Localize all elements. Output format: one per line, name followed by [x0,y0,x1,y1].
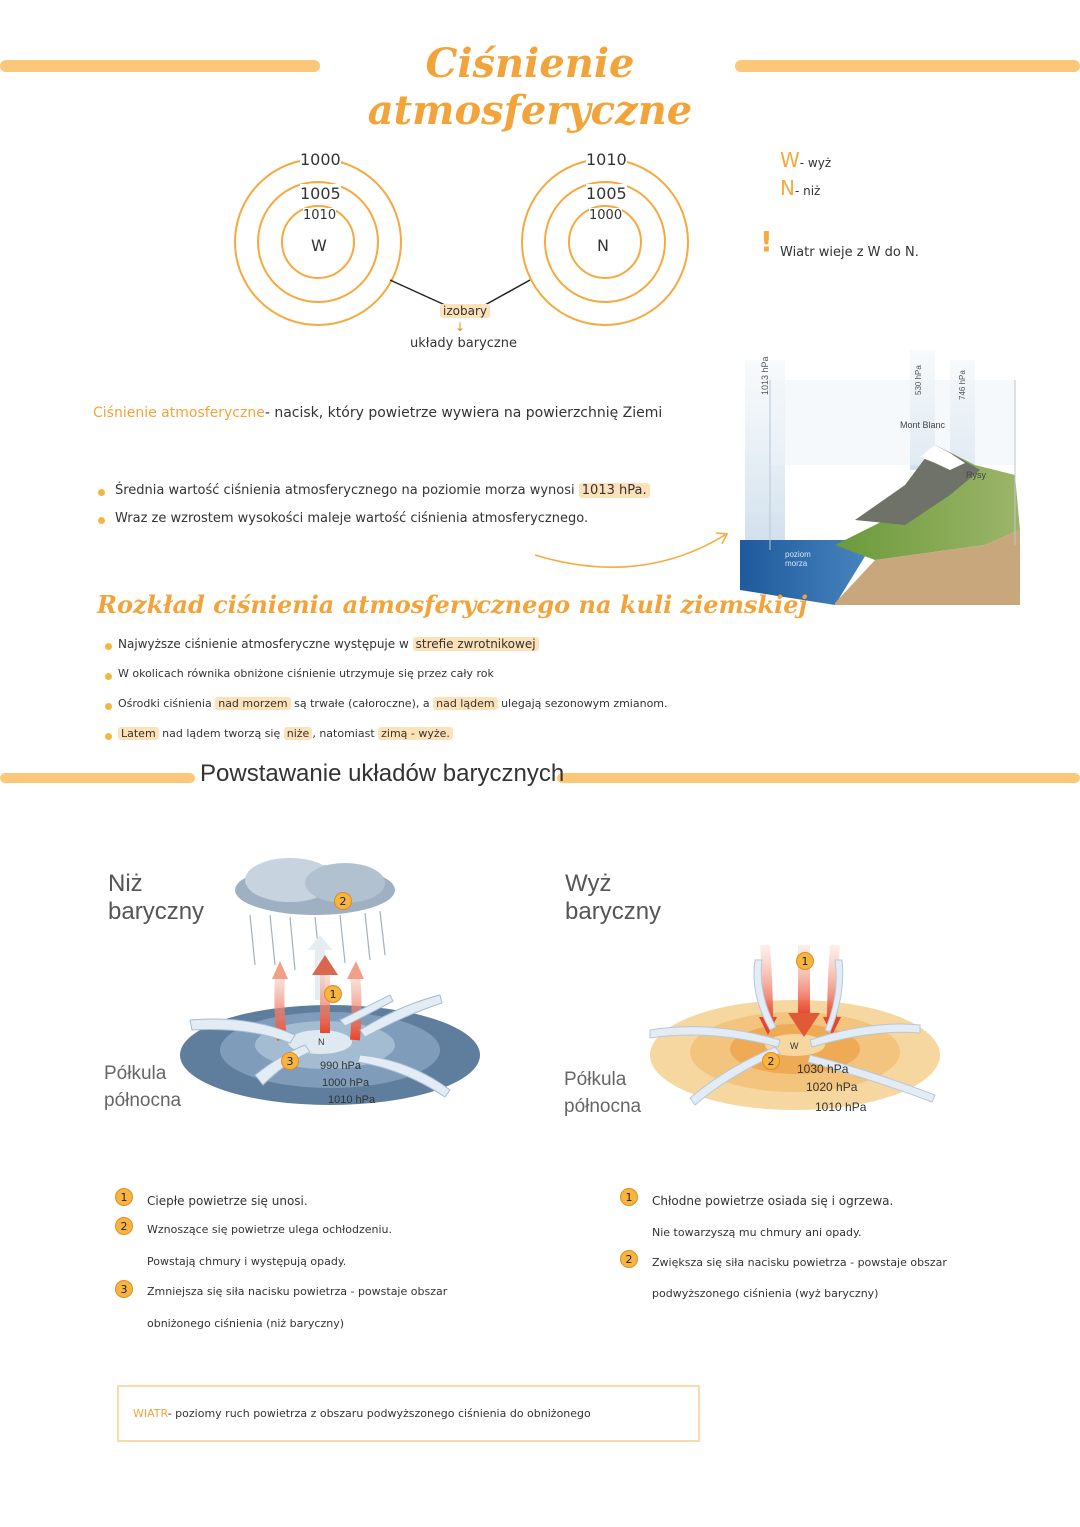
low-center-letter: N [318,1037,325,1047]
mont-blanc-label: Mont Blanc [900,420,946,430]
low-note-marker-1: 1 [115,1188,133,1206]
low-isobar-1000: 1000 hPa [322,1077,370,1089]
high-pressure-illustration [640,935,950,1135]
low-ring-inner: 1000 [589,208,623,223]
isobars-diagram [200,130,760,370]
high-note-2: Zwiększa się siła nacisku powietrza - powstaje obszar [652,1256,947,1269]
dist-bullet-2 [105,673,112,680]
low-note-2: Wznoszące się powietrze ulega ochłodzeniu. [147,1223,393,1236]
low-isobar-990: 990 hPa [320,1060,361,1072]
low-title-1: Niż [108,870,143,897]
high-isobar-1020: 1020 hPa [806,1080,858,1094]
dist-item-4: Latem nad lądem tworzą się niże , natomiast zimą - wyże. [118,727,453,740]
wind-direction-note: Wiatr wieje z W do N. [780,245,919,260]
low-ring-middle: 1005 [586,184,627,203]
header-line-left [0,60,320,72]
low-marker-2: 2 [334,892,352,910]
low-note-marker-3: 3 [115,1280,133,1298]
rysy-label: Rysy [966,470,986,480]
pressure-sea-level: 1013 hPa [760,356,770,395]
high-hemisphere-1: Półkula [564,1069,627,1090]
dist-item-1: Najwyższe ciśnienie atmosferyczne występuje w strefie zwrotnikowej [118,637,539,651]
high-center-label: W [311,236,327,255]
high-note-marker-1: 1 [620,1188,638,1206]
high-ring-outer: 1000 [300,150,341,169]
high-center-letter: W [790,1041,799,1051]
low-marker-1: 1 [324,985,342,1003]
high-ring-middle: 1005 [300,184,341,203]
high-ring-inner: 1010 [303,208,337,223]
low-note-3: Zmniejsza się siła nacisku powietrza - powstaje obszar [147,1285,448,1298]
dist-bullet-1 [105,643,112,650]
sea-level-label: poziom morza [785,550,811,568]
section-formation-title: Powstawanie układów barycznych [200,760,565,787]
exclamation-icon: ! [760,225,773,258]
low-note-1: Ciepłe powietrze się unosi. [147,1194,308,1208]
fact-1: Średnia wartość ciśnienia atmosferycznego na poziomie morza wynosi 1013 hPa. [115,483,650,498]
arrow-to-mountain-icon [530,525,740,585]
page-title: Ciśnienie atmosferyczne [367,40,693,134]
wind-definition: WIATR- poziomy ruch powietrza z obszaru podwyższonego ciśnienia do obniżonego [133,1407,591,1420]
high-note-1b: Nie towarzyszą mu chmury ani opady. [652,1226,862,1239]
fact-bullet-2 [98,517,105,524]
legend-high: W- wyż [780,148,832,172]
pressure-definition: Ciśnienie atmosferyczne- nacisk, który powietrze wywiera na powierzchnię Ziemi [93,405,663,421]
high-note-2b: podwyższonego ciśnienia (wyż baryczny) [652,1287,879,1300]
section-distribution-title: Rozkład ciśnienia atmosferycznego na kuli ziemskiej [97,590,808,619]
pressure-rysy: 746 hPa [958,370,967,400]
dist-item-2: W okolicach równika obniżone ciśnienie utrzymuje się przez cały rok [118,667,494,680]
section3-line-right [557,773,1080,783]
high-note-marker-2: 2 [620,1250,638,1268]
low-marker-3: 3 [281,1052,299,1070]
wind-definition-box [117,1385,700,1442]
legend-low: N- niż [780,176,821,200]
high-isobar-1030: 1030 hPa [797,1062,849,1076]
low-note-marker-2: 2 [115,1217,133,1235]
low-title-2: baryczny [108,898,205,925]
high-title-1: Wyż [565,870,612,897]
fact-2: Wraz ze wzrostem wysokości maleje wartość ciśnienia atmosferycznego. [115,511,589,526]
low-note-3b: obniżonego ciśnienia (niż baryczny) [147,1317,345,1330]
high-note-1: Chłodne powietrze osiada się i ogrzewa. [652,1194,894,1208]
high-isobar-1010: 1010 hPa [815,1100,867,1114]
fact-bullet-1 [98,489,105,496]
low-center-label: N [597,236,609,255]
isobars-arrow: ↓ [455,320,466,334]
low-ring-outer: 1010 [586,150,627,169]
low-isobar-1010: 1010 hPa [328,1094,376,1106]
baric-systems-label: układy baryczne [410,336,517,351]
pressure-mont-blanc: 530 hPa [914,365,923,395]
dist-bullet-3 [105,703,112,710]
low-hemisphere-2: północna [104,1090,182,1111]
isobars-label: izobary [440,304,490,318]
low-note-2b: Powstają chmury i występują opady. [147,1255,347,1268]
section3-line-left [0,773,195,783]
high-title-2: baryczny [565,898,662,925]
high-marker-1: 1 [796,952,814,970]
low-hemisphere-1: Półkula [104,1063,167,1084]
high-marker-2: 2 [762,1052,780,1070]
header-line-right [735,60,1080,72]
dist-bullet-4 [105,733,112,740]
high-hemisphere-2: północna [564,1096,642,1117]
dist-item-3: Ośrodki ciśnienia nad morzem są trwałe (całoroczne), a nad lądem ulegają sezonowym zmianom. [118,697,668,710]
